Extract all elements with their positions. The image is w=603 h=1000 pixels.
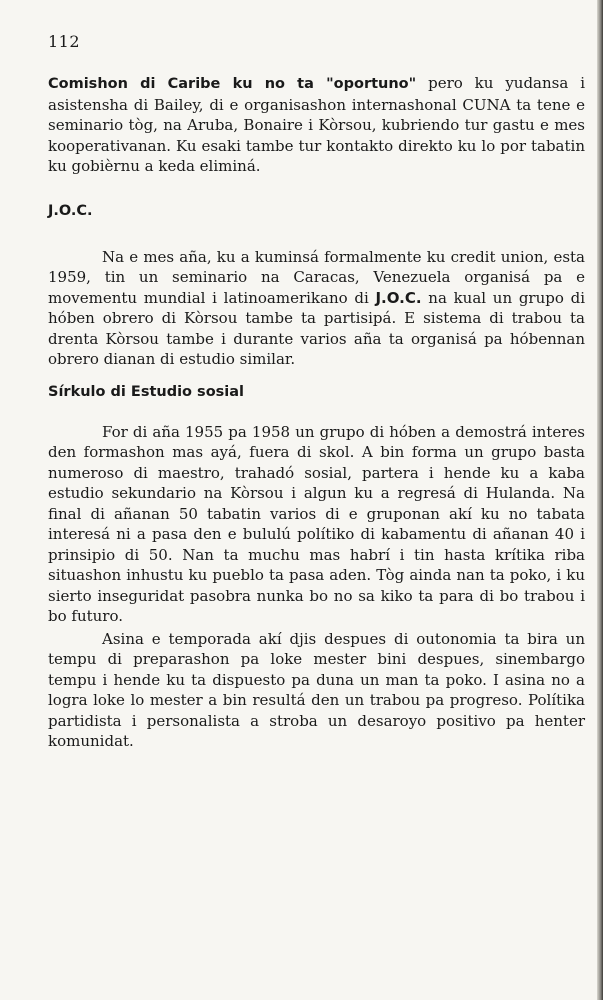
sirkulo-paragraph-1: For di aña 1955 pa 1958 un grupo di hóben a demostrá interes den formashon mas ayá, fuera di skol. A bin forma un grupo basta numeroso di maestro, trahadó sosial, partera i hende ku a kaba estudio sekundario na Kòrsou i algun ku a regresá di Hulanda. Na final di añanan 50 tabatin varios di e gruponan akí ku no tabata interesá ni a pasa den e bululú polítiko di kabamentu di añanan 40 i prinsipio di 50. Nan ta muchu mas habrí i tin hasta krítika riba situashon inhustu ku pueblo ta pasa aden. Tòg ainda nan ta poko, i ku sierto inseguridat pasobra nunka bo no sa kiko ta para di bo trabou i bo futuro. [48, 422, 585, 625]
joc-paragraph [48, 247, 585, 370]
section-heading-sirkulo: Sírkulo di Estudio sosial [48, 383, 245, 400]
intro-lead: Comishon di Caribe ku no ta "oportuno" [48, 76, 417, 92]
section-heading-joc: J.O.C. [48, 202, 93, 219]
page-edge-shadow [597, 0, 603, 1000]
page-number: 112 [48, 32, 81, 51]
sirkulo-paragraph-2: Asina e temporada akí djis despues di outonomia ta bira un tempu di preparashon pa loke mester bini despues, sinembargo tempu i hende ku ta dispuesto pa duna un man ta poko. I asina no a logra loke lo mester a bin resultá den un trabou pa progreso. Polítika partidista i personalista a stroba un desaroyo positivo pa henter komunidat. [48, 629, 585, 750]
joc-text-after: na kual un grupo di hóben obrero di Kòrsou tambe ta partisipá. E sistema di trabou ta drenta Kòrsou tambe i durante varios aña ta organisá pa hóbennan obrero dianan di estudio similar. [48, 288, 585, 368]
book-page [48, 32, 585, 752]
joc-text-before: Na e mes aña, ku a kuminsá formalmente ku credit union, esta 1959, tin un seminario na Caracas, Venezuela organisá pa e movementu mundial i latinoamerikano di [48, 247, 585, 307]
intro-paragraph [48, 73, 585, 177]
intro-text: pero ku yudansa i asistensha di Bailey, di e organisashon internashonal CUNA ta tene e seminario tòg, na Aruba, Bonaire i Kòrsou, kubriendo tur gastu e mes kooperativanan. Ku esaki tambe tur kontakto direkto ku lo por tabatin ku gobièrnu a keda eliminá. [48, 74, 585, 175]
joc-strong: J.O.C. [375, 288, 422, 307]
